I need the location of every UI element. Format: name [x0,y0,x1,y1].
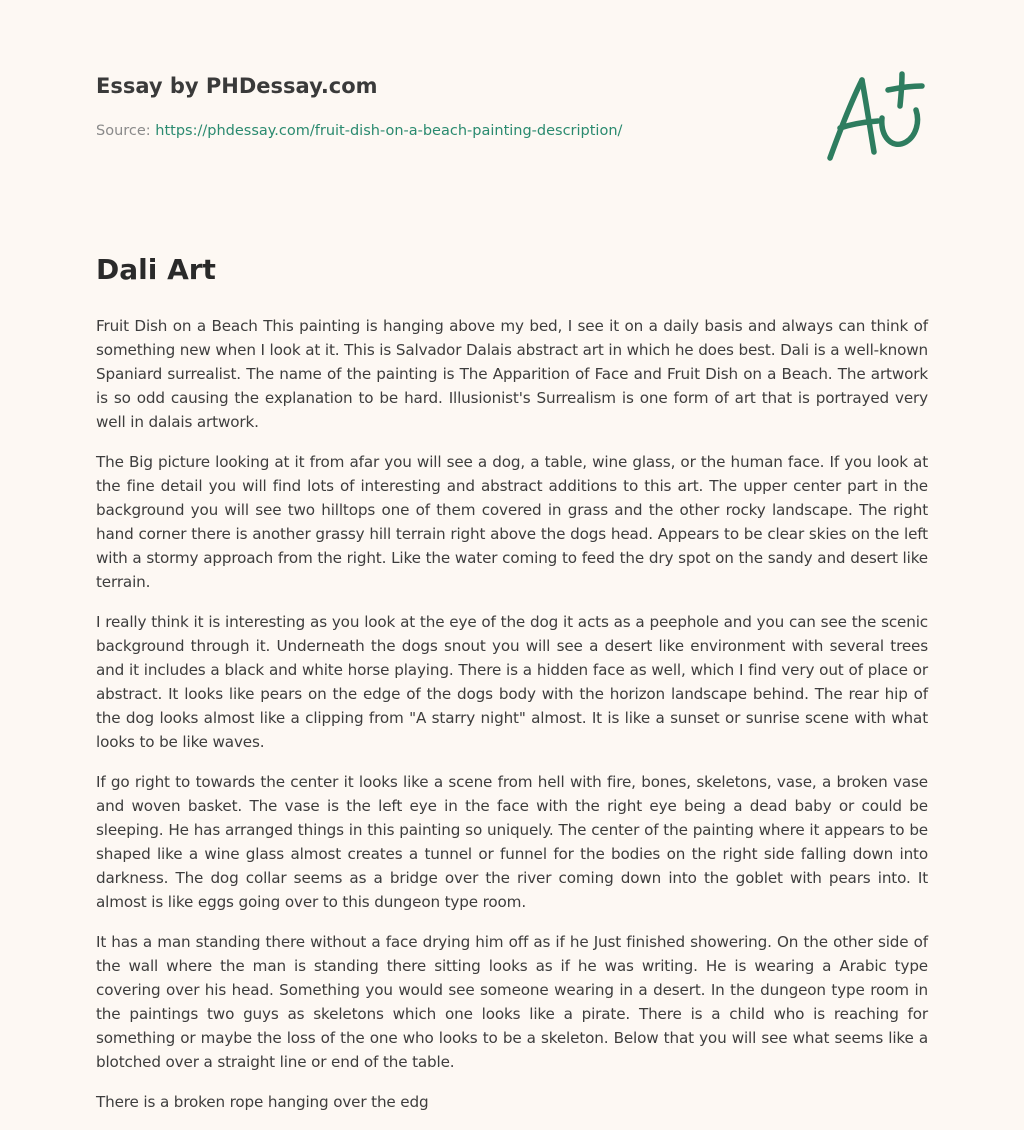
a-plus-logo-icon [820,66,930,166]
source-line [96,123,622,139]
essay-paragraph: There is a broken rope hanging over the edg [96,1093,429,1111]
essay-paragraph: Fruit Dish on a Beach This painting is hanging above my bed, I see it on a daily basis and always can think of something new when I look at it. This is Salvador Dalais abstract art in which he does best. Dali is a well-known Spaniard surrealist. The name of the painting is The Apparition of Face and Fruit Dish on a Beach. The artwork is so odd causing the explanation to be hard. Illusionist's Surrealism is one form of art that is portrayed very well in dalais artwork. [96,317,928,431]
essay-body [96,314,928,1130]
essay-title: Dali Art [96,253,216,286]
essay-paragraph: If go right to towards the center it looks like a scene from hell with fire, bones, skeletons, vase, a broken vase and woven basket. The vase is the left eye in the face with the right eye being a dead baby or could be sleeping. He has arranged things in this painting so uniquely. The center of the painting where it appears to be shaped like a wine glass almost creates a tunnel or funnel for the bodies on the right side falling down into darkness. The dog collar seems as a bridge over the river coming down into the goblet with pears into. It almost is like eggs going over to this dungeon type room. [96,773,928,911]
source-label: Source: [96,123,151,139]
essay-paragraph: It has a man standing there without a face drying him off as if he Just finished showering. On the other side of the wall where the man is standing there sitting looks as if he was writing. He is wearing a Arabic type covering over his head. Something you would see someone wearing in a desert. In the dungeon type room in the paintings two guys as skeletons which one looks like a pirate. There is a child who is reaching for something or maybe the loss of the one who looks to be a skeleton. Below that you will see what seems like a blotched over a straight line or end of the table. [96,933,928,1071]
source-link[interactable]: https://phdessay.com/fruit-dish-on-a-beach-painting-description/ [155,123,623,139]
essay-paragraph: The Big picture looking at it from afar you will see a dog, a table, wine glass, or the human face. If you look at the fine detail you will find lots of interesting and abstract additions to this art. The upper center part in the background you will see two hilltops one of them covered in grass and the other rocky landscape. The right hand corner there is another grassy hill terrain right above the dogs head. Appears to be clear skies on the left with a stormy approach from the right. Like the water coming to feed the dry spot on the sandy and desert like terrain. [96,453,928,591]
site-title: Essay by PHDessay.com [96,74,378,98]
essay-paragraph: I really think it is interesting as you look at the eye of the dog it acts as a peephole and you can see the scenic background through it. Underneath the dogs snout you will see a desert like environment with several trees and it includes a black and white horse playing. There is a hidden face as well, which I find very out of place or abstract. It looks like pears on the edge of the dogs body with the horizon landscape behind. The rear hip of the dog looks almost like a clipping from "A starry night" almost. It is like a sunset or sunrise scene with what looks to be like waves. [96,613,928,751]
